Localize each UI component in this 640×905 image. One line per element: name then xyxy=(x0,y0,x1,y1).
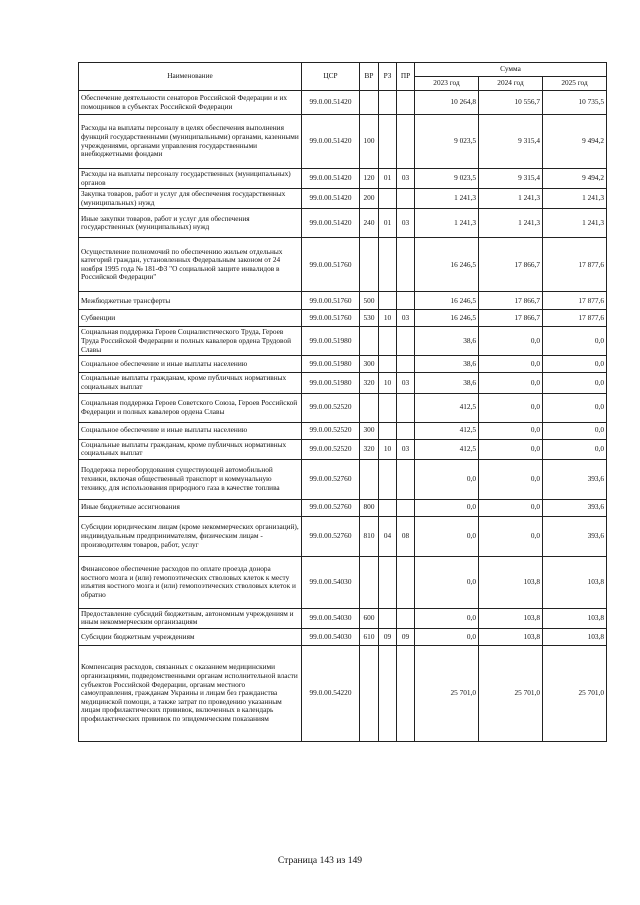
cell-name: Субвенции xyxy=(79,310,302,327)
table-row xyxy=(79,556,607,608)
cell-pr xyxy=(397,91,415,115)
cell-2024: 17 866,7 xyxy=(479,310,543,327)
cell-2023: 9 023,5 xyxy=(415,115,479,169)
cell-csr: 99.0.00.51980 xyxy=(302,327,360,356)
cell-vr: 300 xyxy=(360,356,379,373)
cell-rz xyxy=(379,327,397,356)
cell-2023: 16 246,5 xyxy=(415,310,479,327)
cell-2025: 0,0 xyxy=(543,393,607,422)
cell-rz xyxy=(379,393,397,422)
table-row xyxy=(79,645,607,741)
cell-name: Субсидии бюджетным учреждениям xyxy=(79,628,302,645)
cell-2024: 9 315,4 xyxy=(479,115,543,169)
cell-csr: 99.0.00.51760 xyxy=(302,292,360,310)
cell-2023: 0,0 xyxy=(415,556,479,608)
cell-rz xyxy=(379,91,397,115)
cell-csr: 99.0.00.52760 xyxy=(302,459,360,499)
cell-2024: 103,8 xyxy=(479,608,543,628)
cell-name: Обеспечение деятельности сенаторов Российской Федерации и их помощников в субъектах Российской Федерации xyxy=(79,91,302,115)
cell-vr: 120 xyxy=(360,169,379,189)
cell-csr: 99.0.00.51760 xyxy=(302,310,360,327)
cell-vr xyxy=(360,327,379,356)
cell-csr: 99.0.00.52760 xyxy=(302,516,360,556)
cell-name: Социальная поддержка Героев Советского Союза, Героев Российской Федерации и полных кавалеров ордена Славы xyxy=(79,393,302,422)
cell-pr: 03 xyxy=(397,373,415,393)
cell-2023: 9 023,5 xyxy=(415,169,479,189)
cell-csr: 99.0.00.54220 xyxy=(302,645,360,741)
table-row xyxy=(79,499,607,516)
cell-2024: 0,0 xyxy=(479,516,543,556)
table-row xyxy=(79,439,607,459)
cell-2024: 1 241,3 xyxy=(479,189,543,209)
cell-name: Предоставление субсидий бюджетным, автономным учреждениям и иным некоммерческим организациям xyxy=(79,608,302,628)
cell-csr: 99.0.00.54030 xyxy=(302,556,360,608)
cell-pr xyxy=(397,499,415,516)
budget-table-page xyxy=(78,62,606,742)
cell-csr: 99.0.00.51760 xyxy=(302,238,360,292)
cell-2024: 9 315,4 xyxy=(479,169,543,189)
cell-name: Поддержка переоборудования существующей автомобильной техники, включая общественный транспорт и коммунальную технику, для использования природного газа в качестве топлива xyxy=(79,459,302,499)
table-row xyxy=(79,422,607,439)
cell-rz xyxy=(379,645,397,741)
table-row xyxy=(79,238,607,292)
cell-name: Иные закупки товаров, работ и услуг для обеспечения государственных (муниципальных) нужд xyxy=(79,209,302,238)
table-row xyxy=(79,292,607,310)
cell-csr: 99.0.00.52520 xyxy=(302,422,360,439)
cell-2023: 38,6 xyxy=(415,356,479,373)
cell-rz: 10 xyxy=(379,310,397,327)
cell-name: Социальные выплаты гражданам, кроме публичных нормативных социальных выплат xyxy=(79,373,302,393)
cell-rz: 04 xyxy=(379,516,397,556)
cell-2023: 0,0 xyxy=(415,499,479,516)
cell-name: Социальные выплаты гражданам, кроме публичных нормативных социальных выплат xyxy=(79,439,302,459)
cell-2025: 393,6 xyxy=(543,499,607,516)
table-row xyxy=(79,169,607,189)
cell-vr: 800 xyxy=(360,499,379,516)
cell-2023: 0,0 xyxy=(415,628,479,645)
cell-2025: 9 494,2 xyxy=(543,115,607,169)
cell-2023: 16 246,5 xyxy=(415,292,479,310)
cell-csr: 99.0.00.52760 xyxy=(302,499,360,516)
cell-pr xyxy=(397,556,415,608)
table-row xyxy=(79,115,607,169)
cell-2024: 103,8 xyxy=(479,556,543,608)
cell-name: Осуществление полномочий по обеспечению жильем отдельных категорий граждан, установленных Федеральным законом от 24 ноября 1995 года № 181-ФЗ "О социальной защите инвалидов в Российской Федерации" xyxy=(79,238,302,292)
cell-2025: 393,6 xyxy=(543,516,607,556)
cell-rz: 09 xyxy=(379,628,397,645)
cell-rz xyxy=(379,356,397,373)
cell-2023: 412,5 xyxy=(415,393,479,422)
cell-2024: 10 556,7 xyxy=(479,91,543,115)
header-pr: ПР xyxy=(397,63,415,91)
table-row xyxy=(79,189,607,209)
cell-rz xyxy=(379,556,397,608)
cell-2025: 9 494,2 xyxy=(543,169,607,189)
cell-vr xyxy=(360,459,379,499)
table-row xyxy=(79,628,607,645)
table-row xyxy=(79,209,607,238)
cell-pr xyxy=(397,189,415,209)
cell-2025: 0,0 xyxy=(543,439,607,459)
cell-pr xyxy=(397,645,415,741)
cell-2025: 0,0 xyxy=(543,373,607,393)
cell-2023: 16 246,5 xyxy=(415,238,479,292)
cell-2023: 412,5 xyxy=(415,422,479,439)
cell-rz xyxy=(379,115,397,169)
cell-vr: 810 xyxy=(360,516,379,556)
cell-2024: 0,0 xyxy=(479,373,543,393)
cell-pr xyxy=(397,356,415,373)
cell-csr: 99.0.00.51420 xyxy=(302,189,360,209)
table-row xyxy=(79,356,607,373)
cell-vr: 200 xyxy=(360,189,379,209)
cell-vr: 240 xyxy=(360,209,379,238)
cell-2024: 0,0 xyxy=(479,459,543,499)
table-row xyxy=(79,327,607,356)
cell-2023: 0,0 xyxy=(415,608,479,628)
cell-csr: 99.0.00.51420 xyxy=(302,169,360,189)
cell-vr xyxy=(360,645,379,741)
cell-rz xyxy=(379,189,397,209)
cell-vr: 300 xyxy=(360,422,379,439)
cell-rz xyxy=(379,292,397,310)
cell-rz: 01 xyxy=(379,209,397,238)
cell-2025: 0,0 xyxy=(543,422,607,439)
cell-vr xyxy=(360,91,379,115)
cell-csr: 99.0.00.52520 xyxy=(302,393,360,422)
header-rz: РЗ xyxy=(379,63,397,91)
cell-pr: 03 xyxy=(397,169,415,189)
table-row xyxy=(79,459,607,499)
cell-2025: 1 241,3 xyxy=(543,189,607,209)
header-year-2025: 2025 год xyxy=(543,77,607,91)
cell-vr: 320 xyxy=(360,439,379,459)
table-row xyxy=(79,91,607,115)
cell-rz: 10 xyxy=(379,439,397,459)
cell-pr xyxy=(397,292,415,310)
cell-2024: 0,0 xyxy=(479,356,543,373)
header-vr: ВР xyxy=(360,63,379,91)
cell-csr: 99.0.00.54030 xyxy=(302,608,360,628)
cell-vr xyxy=(360,238,379,292)
cell-csr: 99.0.00.51980 xyxy=(302,373,360,393)
cell-rz xyxy=(379,499,397,516)
cell-rz xyxy=(379,238,397,292)
cell-csr: 99.0.00.51420 xyxy=(302,209,360,238)
cell-2024: 0,0 xyxy=(479,499,543,516)
cell-2024: 17 866,7 xyxy=(479,238,543,292)
table-row xyxy=(79,608,607,628)
cell-pr xyxy=(397,393,415,422)
cell-name: Субсидии юридическим лицам (кроме некоммерческих организаций), индивидуальным предпринимателям, физическим лицам - производителям товаров, работ, услуг xyxy=(79,516,302,556)
cell-pr: 03 xyxy=(397,209,415,238)
cell-name: Расходы на выплаты персоналу в целях обеспечения выполнения функций государственными (муниципальными) органами, казенными учреждениями, органами управления государственными внебюджетными фондами xyxy=(79,115,302,169)
cell-csr: 99.0.00.51980 xyxy=(302,356,360,373)
table-row xyxy=(79,393,607,422)
cell-2023: 1 241,3 xyxy=(415,189,479,209)
cell-vr: 530 xyxy=(360,310,379,327)
table-header xyxy=(79,63,607,91)
cell-name: Межбюджетные трансферты xyxy=(79,292,302,310)
cell-name: Социальное обеспечение и иные выплаты населению xyxy=(79,422,302,439)
cell-name: Расходы на выплаты персоналу государственных (муниципальных) органов xyxy=(79,169,302,189)
cell-vr: 100 xyxy=(360,115,379,169)
header-csr: ЦСР xyxy=(302,63,360,91)
cell-2025: 1 241,3 xyxy=(543,209,607,238)
cell-2024: 1 241,3 xyxy=(479,209,543,238)
cell-rz: 10 xyxy=(379,373,397,393)
cell-2025: 25 701,0 xyxy=(543,645,607,741)
cell-2023: 1 241,3 xyxy=(415,209,479,238)
cell-pr xyxy=(397,422,415,439)
cell-rz: 01 xyxy=(379,169,397,189)
cell-csr: 99.0.00.54030 xyxy=(302,628,360,645)
table-body xyxy=(79,91,607,742)
cell-pr: 09 xyxy=(397,628,415,645)
cell-2024: 0,0 xyxy=(479,439,543,459)
cell-2025: 17 877,6 xyxy=(543,292,607,310)
cell-2025: 103,8 xyxy=(543,608,607,628)
header-name: Наименование xyxy=(79,63,302,91)
cell-pr xyxy=(397,459,415,499)
cell-2025: 17 877,6 xyxy=(543,238,607,292)
cell-rz xyxy=(379,459,397,499)
cell-pr: 03 xyxy=(397,310,415,327)
cell-2023: 38,6 xyxy=(415,373,479,393)
table-row xyxy=(79,373,607,393)
cell-pr xyxy=(397,238,415,292)
budget-table xyxy=(78,62,607,742)
cell-pr: 03 xyxy=(397,439,415,459)
cell-2024: 103,8 xyxy=(479,628,543,645)
cell-vr: 610 xyxy=(360,628,379,645)
table-row xyxy=(79,516,607,556)
cell-name: Закупка товаров, работ и услуг для обеспечения государственных (муниципальных) нужд xyxy=(79,189,302,209)
cell-name: Социальная поддержка Героев Социалистического Труда, Героев Труда Российской Федерации и полных кавалеров ордена Трудовой Славы xyxy=(79,327,302,356)
header-year-2023: 2023 год xyxy=(415,77,479,91)
cell-2024: 0,0 xyxy=(479,393,543,422)
cell-name: Социальное обеспечение и иные выплаты населению xyxy=(79,356,302,373)
header-year-2024: 2024 год xyxy=(479,77,543,91)
cell-2023: 10 264,8 xyxy=(415,91,479,115)
table-row xyxy=(79,310,607,327)
cell-2025: 103,8 xyxy=(543,556,607,608)
cell-csr: 99.0.00.51420 xyxy=(302,91,360,115)
cell-name: Иные бюджетные ассигнования xyxy=(79,499,302,516)
cell-2025: 10 735,5 xyxy=(543,91,607,115)
cell-2024: 0,0 xyxy=(479,422,543,439)
cell-pr xyxy=(397,608,415,628)
cell-rz xyxy=(379,608,397,628)
cell-2024: 25 701,0 xyxy=(479,645,543,741)
cell-2025: 0,0 xyxy=(543,327,607,356)
cell-csr: 99.0.00.51420 xyxy=(302,115,360,169)
cell-pr: 08 xyxy=(397,516,415,556)
cell-vr: 600 xyxy=(360,608,379,628)
cell-2023: 0,0 xyxy=(415,459,479,499)
cell-vr: 500 xyxy=(360,292,379,310)
page-number: Страница 143 из 149 xyxy=(277,855,363,866)
cell-2024: 17 866,7 xyxy=(479,292,543,310)
cell-vr xyxy=(360,556,379,608)
cell-pr xyxy=(397,327,415,356)
cell-name: Компенсация расходов, связанных с оказанием медицинскими организациями, подведомственными органам исполнительной власти субъектов Российской Федерации, органам местного самоуправления, гражданам Украины и лицам без гражданства медицинской помощи, а также затрат по проведению указанным лицам профилактических прививок, включенных в календарь профилактических прививок по эпидемическим показаниям xyxy=(79,645,302,741)
header-sum: Сумма xyxy=(415,63,607,77)
cell-vr: 320 xyxy=(360,373,379,393)
cell-csr: 99.0.00.52520 xyxy=(302,439,360,459)
cell-2025: 393,6 xyxy=(543,459,607,499)
cell-2023: 412,5 xyxy=(415,439,479,459)
cell-2023: 0,0 xyxy=(415,516,479,556)
cell-2024: 0,0 xyxy=(479,327,543,356)
cell-2025: 0,0 xyxy=(543,356,607,373)
cell-pr xyxy=(397,115,415,169)
cell-2023: 38,6 xyxy=(415,327,479,356)
cell-rz xyxy=(379,422,397,439)
cell-vr xyxy=(360,393,379,422)
cell-2025: 17 877,6 xyxy=(543,310,607,327)
cell-2025: 103,8 xyxy=(543,628,607,645)
cell-2023: 25 701,0 xyxy=(415,645,479,741)
cell-name: Финансовое обеспечение расходов по оплате проезда донора костного мозга и (или) гемопоэтических стволовых клеток к месту изъятия костного мозга и (или) гемопоэтических стволовых клеток и обратно xyxy=(79,556,302,608)
